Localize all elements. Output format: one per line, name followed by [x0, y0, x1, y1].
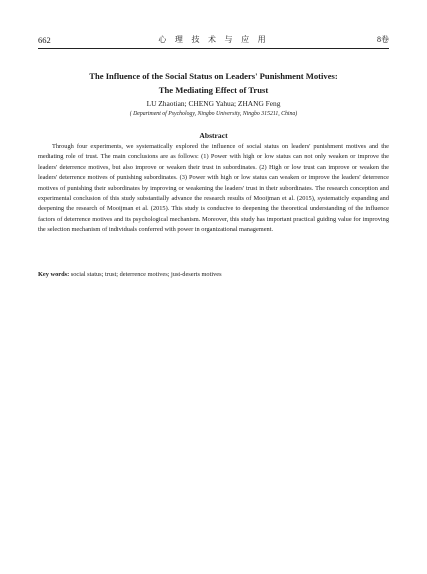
- volume-label: 8卷: [377, 35, 389, 44]
- header-divider: [38, 48, 389, 49]
- page-number: 662: [38, 35, 51, 45]
- author-affiliation: ( Department of Psychology, Ningbo University, Ningbo 315211, China): [129, 111, 298, 117]
- keywords-text: social status; trust; deterrence motives; just-deserts motives: [69, 271, 222, 278]
- title-line-1: The Influence of the Social Status on Leaders' Punishment Motives:: [89, 71, 338, 81]
- running-header: [38, 33, 389, 47]
- abstract-body: Through four experiments, we systematically explored the influence of social status on leaders' punishment motives and the mediating role of trust. The main conclusions are as follows: (1) Power with high or low status can not only weaken or improve the leaders' deterrence motives, but also improve or weaken their trust in subordinates. (2) High or low trust can improve or weaken the leaders' deterrence motives of punishing subordinates. (3) Power with high or low status can weaken or improve the leaders' deterrence motives of punishing their subordinates by improving or weakening the leaders' trust in their subordinates. The research conception and experimental conclusion of this study substantially advance the research results of Mooijman et al. (2015), systematicly expanding and deepening the research of Mooijman et al. (2015). This study is conducive to deepening the theoretical understanding of the influence factors of deterrence motives and its psychological mechanism. Moreover, this study has important practical guiding value for improving the selection mechanism of individuals conferred with power in organizational management.: [38, 143, 389, 234]
- abstract-heading: Abstract: [199, 131, 228, 140]
- journal-name: 心 理 技 术 与 应 用: [158, 35, 269, 44]
- author-list: LU Zhaotian; CHENG Yahua; ZHANG Feng: [146, 99, 281, 108]
- article-title: [38, 70, 389, 97]
- keywords-label: Key words:: [38, 271, 70, 278]
- title-line-2: The Mediating Effect of Trust: [158, 84, 269, 95]
- keywords-line: [38, 270, 389, 280]
